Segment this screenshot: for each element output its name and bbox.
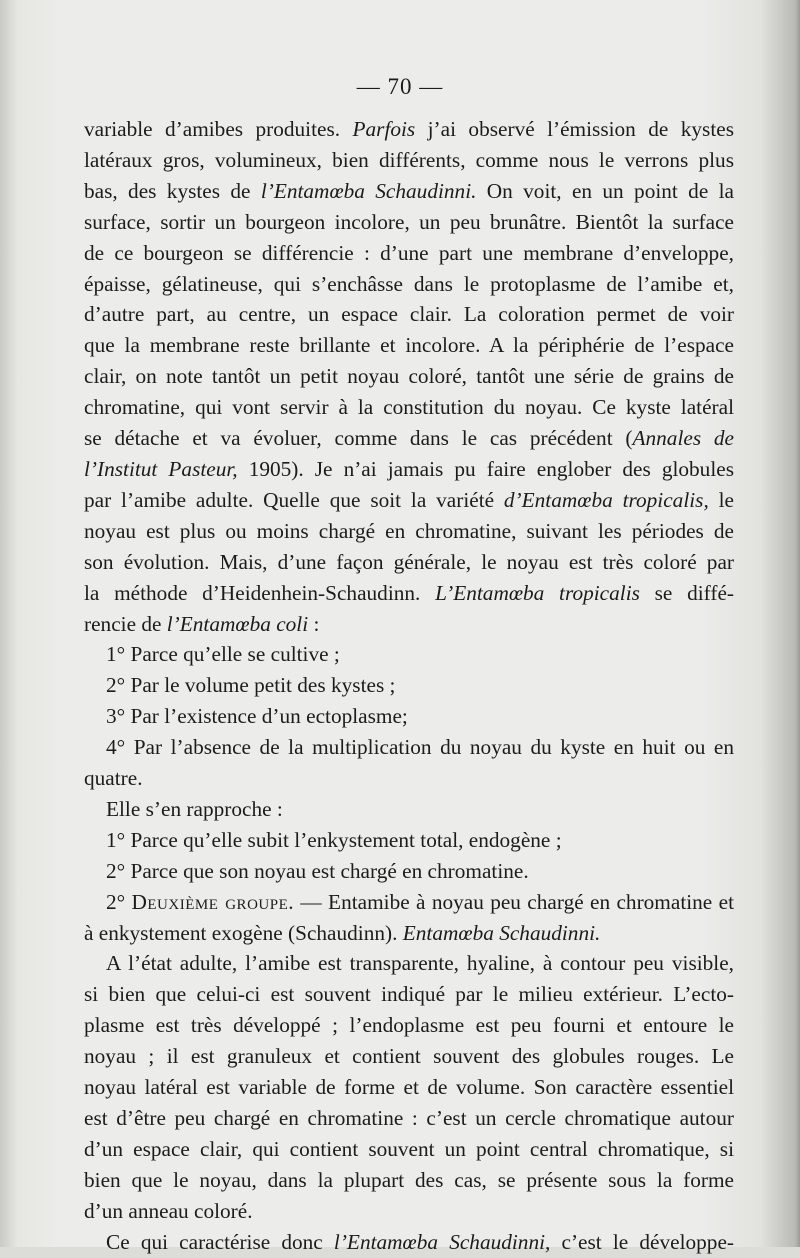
text-line (84, 887, 734, 918)
text-line (84, 145, 734, 176)
text-line (84, 918, 734, 949)
text-span: 2° Par le volume petit des kystes ; (106, 673, 396, 698)
text-span: 1° Parce qu’elle subit l’enkystement total, endogène ; (106, 827, 562, 852)
text-span: son évolution. Mais, d’une façon générale, le noyau est très coloré par (84, 549, 734, 574)
text-span: variable d’amibes produites. (84, 117, 353, 141)
text-line (84, 1165, 734, 1196)
text-line (84, 701, 734, 732)
text-line (84, 485, 734, 516)
text-line (84, 1134, 734, 1165)
text-line (84, 979, 734, 1010)
text-span: d’autre part, au centre, un espace clair. La coloration permet de voir (84, 302, 734, 327)
italic-span: l’Institut Pasteur, (84, 456, 238, 481)
text-line (84, 299, 734, 330)
text-span: que la membrane reste brillante et incolore. A la périphérie de l’espace (84, 333, 734, 358)
text-span: 3° Par l’existence d’un ectoplasme; (106, 704, 408, 729)
text-span: plasme est très développé ; l’endoplasme est peu fourni et entoure le (84, 1013, 734, 1038)
text-line (84, 392, 734, 423)
text-span: On voit, en un point de la (476, 178, 734, 203)
text-span: — Entamibe à noyau peu chargé en chromatine et (294, 889, 734, 914)
text-span: Elle s’en rapproche : (106, 796, 283, 821)
text-line (84, 794, 734, 825)
text-line (84, 670, 734, 701)
italic-span: Annales de (632, 426, 734, 451)
text-line (84, 825, 734, 856)
text-line (84, 1227, 734, 1258)
text-span: si bien que celui-ci est souvent indiqué par le milieu extérieur. L’ecto- (84, 982, 734, 1007)
text-span: quatre. (84, 766, 143, 791)
text-line (84, 948, 734, 979)
text-span: le (708, 487, 734, 512)
italic-span: L’Entamœba tropicalis (435, 580, 640, 605)
text-span: latéraux gros, volumineux, bien différents, comme nous le verrons plus (84, 147, 734, 172)
text-line (84, 516, 734, 547)
text-span: par l’amibe adulte. Quelle que soit la variété (84, 487, 504, 512)
text-span: noyau est plus ou moins chargé en chromatine, suivant les périodes de (84, 518, 734, 543)
text-span: : (308, 611, 320, 636)
text-span: A l’état adulte, l’amibe est transparente, hyaline, à contour peu visible, (106, 951, 734, 976)
italic-span: l’Entamœba Schaudinni. (260, 178, 477, 203)
italic-span: l’Entamœba Schaudinni, (333, 1229, 551, 1254)
text-span: noyau latéral est variable de forme et de volume. Son caractère essentiel (84, 1075, 734, 1100)
text-line (84, 1072, 734, 1103)
text-line (84, 578, 734, 609)
text-line (84, 609, 734, 640)
text-line (84, 1041, 734, 1072)
text-span: 1° Parce qu’elle se cultive ; (106, 642, 340, 667)
text-line (84, 269, 734, 300)
text-span: 2° Parce que son noyau est chargé en chromatine. (106, 858, 529, 883)
text-span: j’ai observé l’émission de kystes (415, 117, 735, 141)
text-span: c’est le développe- (550, 1229, 734, 1254)
text-span: 1905). Je n’ai jamais pu faire englober des globules (237, 456, 734, 481)
text-line (84, 176, 734, 207)
text-span: chromatine, qui vont servir à la constitution du noyau. Ce kyste latéral (84, 395, 734, 420)
text-span: Ce qui caractérise donc (106, 1229, 334, 1254)
text-line (84, 454, 734, 485)
text-line (84, 732, 734, 763)
text-span: bas, des kystes de (84, 178, 261, 203)
text-span: la méthode d’Heidenhein-Schaudinn. (84, 580, 436, 605)
text-span: épaisse, gélatineuse, qui s’enchâsse dans le protoplasme de l’amibe et, (84, 271, 734, 296)
text-line (84, 361, 734, 392)
text-span: d’un espace clair, qui contient souvent un point central chromatique, si (84, 1136, 734, 1161)
small-caps-span: Deuxième groupe. (131, 889, 295, 914)
text-line (84, 547, 734, 578)
text-span: de ce bourgeon se différencie : d’une part une membrane d’enveloppe, (84, 240, 734, 265)
text-span: noyau ; il est granuleux et contient souvent des globules rouges. Le (84, 1044, 734, 1069)
text-line (84, 207, 734, 238)
italic-span: l’Entamœba coli (166, 611, 309, 636)
text-line (84, 1103, 734, 1134)
text-line (84, 114, 734, 145)
italic-span: Entamœba Schaudinni. (402, 920, 601, 945)
text-span: d’un anneau coloré. (84, 1198, 253, 1223)
text-span: surface, sortir un bourgeon incolore, un peu brunâtre. Bientôt la surface (84, 209, 734, 234)
italic-span: d’Entamœba tropicalis, (503, 487, 709, 512)
body-text (84, 114, 734, 1258)
text-span: se diffé- (639, 580, 734, 605)
italic-span: Parfois (352, 117, 416, 141)
text-line (84, 1010, 734, 1041)
text-line (84, 423, 734, 454)
text-line (84, 639, 734, 670)
text-line (84, 1196, 734, 1227)
page-number: — 70 — (356, 74, 444, 99)
text-span: se détache et va évoluer, comme dans le cas précédent ( (84, 426, 633, 451)
text-span: est d’être peu chargé en chromatine : c’est un cercle chromatique autour (84, 1106, 734, 1130)
text-span: 4° Par l’absence de la multiplication du noyau du kyste en huit ou en (106, 735, 734, 760)
text-line (84, 856, 734, 887)
text-span: bien que le noyau, dans la plupart des cas, se présente sous la forme (84, 1167, 734, 1192)
text-span: 2° (106, 889, 132, 914)
text-line (84, 763, 734, 794)
text-span: clair, on note tantôt un petit noyau coloré, tantôt une série de grains de (84, 364, 734, 389)
text-line (84, 330, 734, 361)
text-line (84, 238, 734, 269)
text-span: rencie de (84, 611, 167, 636)
text-span: à enkystement exogène (Schaudinn). (84, 920, 403, 945)
